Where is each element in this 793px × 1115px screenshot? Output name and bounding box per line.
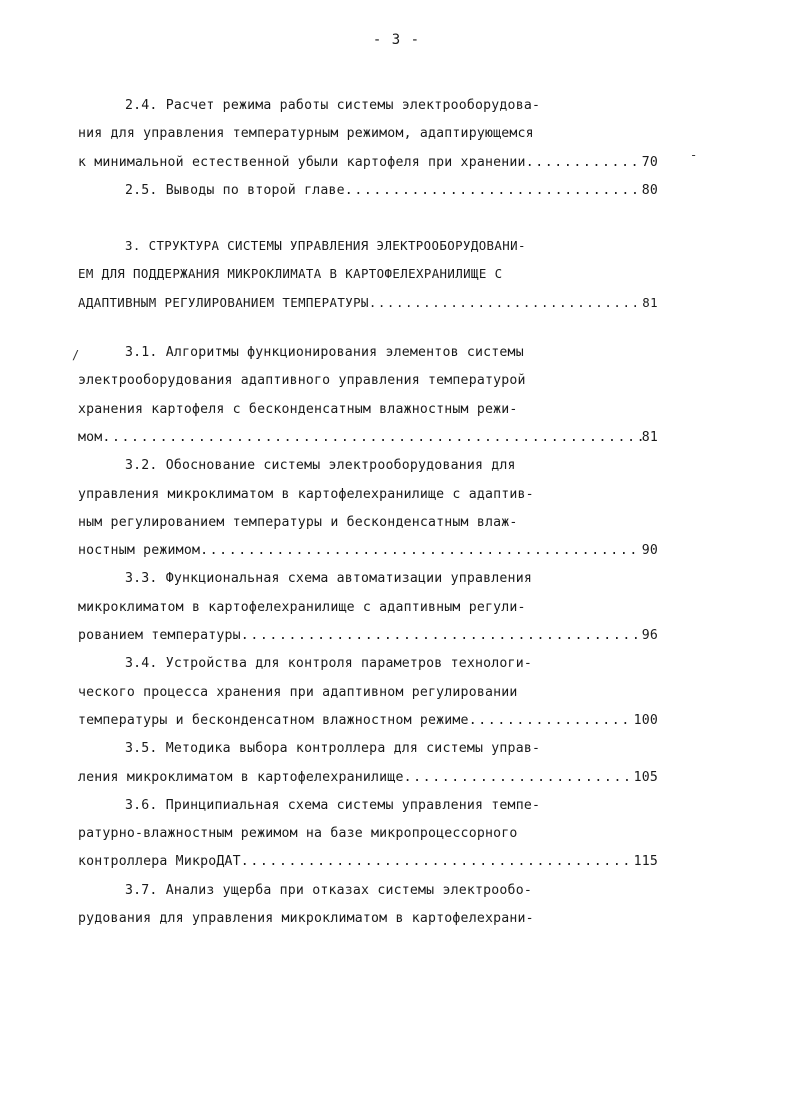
spacer xyxy=(78,205,658,232)
toc-line-text: к минимальной естественной убыли картофеля при хранении xyxy=(78,154,526,170)
toc-line-text: ления микроклиматом в картофелехранилище xyxy=(78,769,404,785)
margin-mark-dash: - xyxy=(690,148,698,162)
toc-line-text: контроллера МикроДАТ xyxy=(78,854,241,870)
toc-line: 3.2. Обоснование системы электрооборудования для xyxy=(125,458,516,474)
toc-line-last xyxy=(78,424,658,452)
leader-dots xyxy=(345,177,642,205)
toc-page-number: 70 xyxy=(641,154,658,170)
toc-entry-3-5 xyxy=(78,735,658,792)
leader-dots xyxy=(469,707,634,735)
toc-page-number: 90 xyxy=(641,543,658,559)
toc-entry-2-4 xyxy=(78,92,658,177)
leader-dots xyxy=(241,848,634,876)
toc-line-last xyxy=(78,289,658,317)
leader-dots xyxy=(241,622,642,650)
toc-line: хранения картофеля с бесконденсатным влажностным режи- xyxy=(78,401,518,417)
leader-dots xyxy=(102,424,641,452)
toc-line: электрооборудования адаптивного управления температурой xyxy=(78,373,526,389)
toc-entry-2-5 xyxy=(78,177,658,205)
toc-line: рудования для управления микроклиматом в картофелехрани- xyxy=(78,911,534,927)
toc-page-number: 81 xyxy=(641,429,658,445)
toc-line: 3.1. Алгоритмы функционирования элементов системы xyxy=(125,345,524,361)
toc-entry-3-6 xyxy=(78,792,658,877)
toc-line: 3.3. Функциональная схема автоматизации управления xyxy=(125,571,532,587)
toc-page-number: 105 xyxy=(633,769,658,785)
leader-dots xyxy=(404,764,634,792)
spacer xyxy=(78,317,658,339)
toc-entry-3-1 xyxy=(78,339,658,452)
toc-entry-chapter-3 xyxy=(78,232,658,317)
toc-line-last xyxy=(78,537,658,565)
leader-dots xyxy=(200,537,642,565)
toc-page-number: 115 xyxy=(633,854,658,870)
toc-line: ния для управления температурным режимом, адаптирующемся xyxy=(78,126,534,142)
toc-line-last xyxy=(78,177,658,205)
toc-line: 3.7. Анализ ущерба при отказах системы электрообо- xyxy=(125,882,532,898)
toc-line-text: температуры и бесконденсатном влажностном режиме xyxy=(78,712,469,728)
toc-line-text: рованием температуры xyxy=(78,628,241,644)
toc-page-number: 80 xyxy=(641,182,658,198)
toc-entry-3-2 xyxy=(78,452,658,565)
toc-line: микроклиматом в картофелехранилище с адаптивным регули- xyxy=(78,599,526,615)
toc-line: 3.6. Принципиальная схема системы управления темпе- xyxy=(125,797,541,813)
toc-line-text: АДАПТИВНЫМ РЕГУЛИРОВАНИЕМ ТЕМПЕРАТУРЫ xyxy=(78,294,369,310)
toc-line: ным регулированием температуры и бесконденсатным влаж- xyxy=(78,514,518,530)
toc-line-text: ностным режимом xyxy=(78,543,201,559)
toc-entry-3-7 xyxy=(78,877,658,934)
toc-line: 3. СТРУКТУРА СИСТЕМЫ УПРАВЛЕНИЯ ЭЛЕКТРООБОРУДОВАНИ- xyxy=(125,238,526,254)
leader-dots xyxy=(526,149,642,177)
table-of-contents xyxy=(78,92,658,933)
toc-line: 3.5. Методика выбора контроллера для системы управ- xyxy=(125,741,541,757)
toc-entry-3-3 xyxy=(78,565,658,650)
toc-page-number: 96 xyxy=(641,628,658,644)
toc-page-number: 100 xyxy=(633,712,658,728)
margin-mark-slash: / xyxy=(72,348,80,362)
toc-line: 3.4. Устройства для контроля параметров технологи- xyxy=(125,656,532,672)
toc-line-text: мом xyxy=(78,429,103,445)
toc-line-last xyxy=(78,764,658,792)
page-number: - 3 - xyxy=(372,32,421,48)
leader-dots xyxy=(369,289,642,317)
toc-line: ческого процесса хранения при адаптивном регулировании xyxy=(78,684,518,700)
toc-line-last xyxy=(78,149,658,177)
toc-page-number: 81 xyxy=(642,294,658,310)
toc-line: управления микроклиматом в картофелехранилище с адаптив- xyxy=(78,486,534,502)
toc-line: ратурно-влажностным режимом на базе микропроцессорного xyxy=(78,826,518,842)
toc-line: 2.4. Расчет режима работы системы электрооборудова- xyxy=(125,98,541,113)
toc-line-last xyxy=(78,622,658,650)
toc-entry-3-4 xyxy=(78,650,658,735)
toc-line-last xyxy=(78,848,658,876)
toc-line-last xyxy=(78,707,658,735)
toc-line: ЕМ ДЛЯ ПОДДЕРЖАНИЯ МИКРОКЛИМАТА В КАРТОФЕЛЕХРАНИЛИЩЕ С xyxy=(78,266,503,282)
toc-line-text: 2.5. Выводы по второй главе xyxy=(125,182,345,198)
